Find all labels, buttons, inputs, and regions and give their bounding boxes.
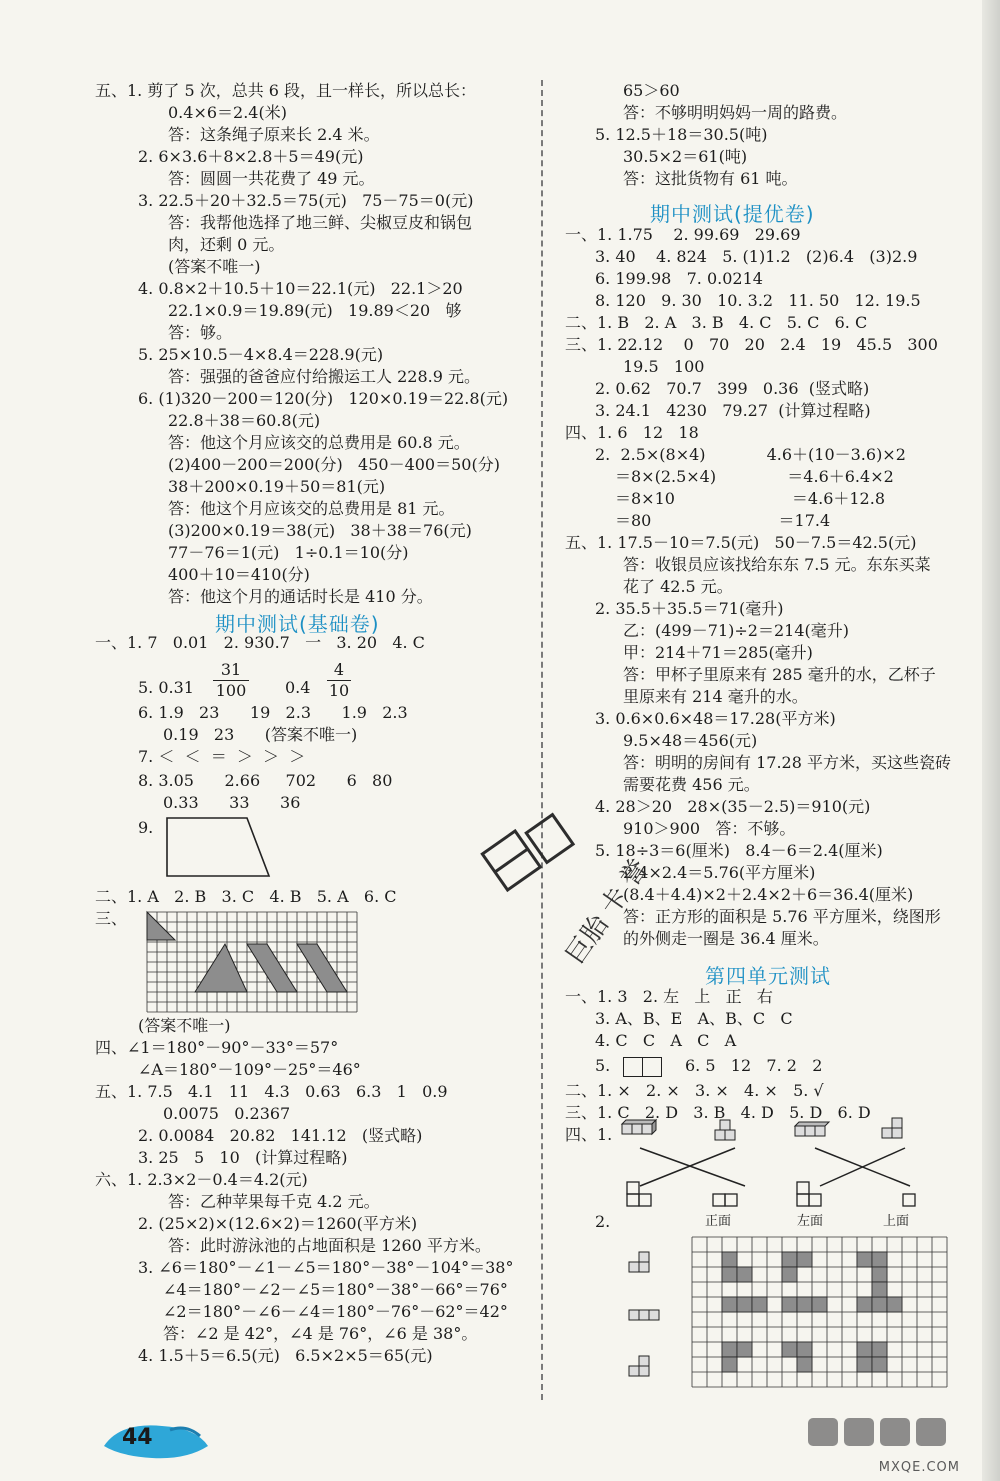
answer-line: 五、1. 剪了 5 次，总共 6 段，且一样长，所以总长： (95, 81, 477, 100)
answer-line: 答：甲杯子里原来有 285 毫升的水，乙杯子 (623, 665, 936, 684)
grid-filled-cell (872, 1282, 887, 1297)
grid-filled-cell (722, 1342, 737, 1357)
answer-line: 22.1×0.9＝19.89(元) 19.89＜20 够 (168, 301, 462, 320)
section-title-midterm-advanced: 期中测试(提优卷) (650, 202, 815, 226)
answer-line: 8. 120 9. 30 10. 3.2 11. 50 12. 19.5 (595, 291, 921, 310)
grid-filled-cell (887, 1297, 902, 1312)
grid-filled-cell (872, 1342, 887, 1357)
answer-line: 0.0075 0.2367 (163, 1104, 291, 1123)
answer-line: 答：乙种苹果每千克 4.2 元。 (168, 1192, 380, 1211)
grid-filled-cell (857, 1357, 872, 1372)
answer-line: 0.4×6＝2.4(米) (168, 103, 287, 122)
answer-line: 三、 (95, 909, 128, 928)
answer-line: 5. 12.5＋18＝30.5(吨) (595, 125, 768, 144)
answer-line: 答：我帮他选择了地三鲜、尖椒豆皮和锅包 (168, 213, 473, 232)
grid-filled-cell (722, 1297, 737, 1312)
fraction-numerator: 4 (333, 660, 345, 679)
answer-line: 二、1. × 2. × 3. × 4. × 5. √ (565, 1081, 824, 1100)
answer-line: 0.19 23 (答案不唯一) (163, 725, 358, 744)
answer-line: (答案不唯一) (138, 1016, 231, 1035)
answer-line: 400＋10＝410(分) (168, 565, 310, 584)
answer-line: 77－76＝1(元) 1÷0.1＝10(分) (168, 543, 409, 562)
translation-grid (145, 910, 365, 1018)
answer-line: 乙：(499－71)÷2＝214(毫升) (623, 621, 849, 640)
answer-line: 38＋200×0.19＋50＝81(元) (168, 477, 386, 496)
three-views-grid (690, 1235, 950, 1395)
answer-line: 2.4×2.4＝5.76(平方厘米) (623, 863, 816, 882)
answer-line: ∠A＝180°－109°－25°＝46° (138, 1060, 361, 1079)
grid-filled-cell (857, 1297, 872, 1312)
answer-line: 答：圆圆一共花费了 49 元。 (168, 169, 375, 188)
answer-line: 9.5×48＝456(元) (623, 731, 758, 750)
section-title-unit-four-test: 第四单元测试 (705, 964, 831, 988)
grid-filled-cell (872, 1297, 887, 1312)
solid-thumbnails (625, 1248, 665, 1408)
answer-line: (3)200×0.19＝38(元) 38＋38＝76(元) (168, 521, 472, 540)
grid-filled-cell (812, 1297, 827, 1312)
grid-filled-cell (872, 1357, 887, 1372)
answer-line: 答：他这个月的通话时长是 410 分。 (168, 587, 433, 606)
watermark-text: MXQE.COM (878, 1460, 960, 1475)
answer-line: 6. 199.98 7. 0.0214 (595, 269, 763, 288)
answer-line: 答：这条绳子原来长 2.4 米。 (168, 125, 380, 144)
answer-line: 2. (595, 1212, 611, 1231)
grid-filled-cell (782, 1267, 797, 1282)
answer-line: (答案不唯一) (168, 257, 261, 276)
answer-line: 一、1. 1.75 2. 99.69 29.69 (565, 225, 801, 244)
view-label-left: 左面 (797, 1214, 824, 1229)
answer-line: ＝80 ＝17.4 (615, 511, 831, 530)
answer-line: 答：此时游泳池的占地面积是 1260 平方米。 (168, 1236, 491, 1255)
answer-squares (623, 1056, 662, 1077)
view-label-front: 正面 (705, 1214, 732, 1229)
answer-line: 二、1. A 2. B 3. C 4. B 5. A 6. C (95, 887, 397, 906)
answer-line: 四、∠1＝180°－90°－33°＝57° (95, 1038, 339, 1057)
grid-filled-cell (797, 1297, 812, 1312)
answer-line: 答：他这个月应该交的总费用是 81 元。 (168, 499, 455, 518)
trapezoid-figure (165, 816, 275, 878)
answer-line: 6. 1.9 23 19 2.3 1.9 2.3 (138, 703, 408, 722)
grid-filled-cell (722, 1267, 737, 1282)
grid-filled-cell (782, 1252, 797, 1267)
answer-line: 花了 42.5 元。 (623, 577, 733, 596)
answer-line: 答：够。 (168, 323, 233, 342)
answer-line: 3. 24.1 4230 79.27 (计算过程略) (595, 401, 871, 420)
answer-line: 4. 0.8×2＋10.5＋10＝22.1(元) 22.1＞20 (138, 279, 463, 298)
answer-line: 一、1. 7 0.01 2. 930.7 一 3. 20 4. C (95, 633, 425, 652)
answer-line: 答：他这个月应该交的总费用是 60.8 元。 (168, 433, 470, 452)
answer-line: 2. 35.5＋35.5＝71(毫升) (595, 599, 784, 618)
square-box (623, 1057, 643, 1077)
answer-line: 五、1. 17.5－10＝7.5(元) 50－7.5＝42.5(元) (565, 533, 917, 552)
answer-line: 的外侧走一圈是 36.4 厘米。 (623, 929, 829, 948)
grid-filled-cell (857, 1252, 872, 1267)
answer-line: 六、1. 2.3×2－0.4＝4.2(元) (95, 1170, 308, 1189)
answer-line: 2. 6×3.6＋8×2.8＋5＝49(元) (138, 147, 364, 166)
answer-line: 6. 5 12 7. 2 2 (685, 1056, 823, 1075)
answer-line: ∠4＝180°－∠2－∠5＝180°－38°－66°＝76° (163, 1280, 508, 1299)
fraction-numerator: 31 (220, 660, 242, 679)
answer-line: 2. 0.0084 20.82 141.12 (竖式略) (138, 1126, 423, 1145)
grid-filled-cell (797, 1252, 812, 1267)
answer-line: 答：强强的爸爸应付给搬运工人 228.9 元。 (168, 367, 480, 386)
answer-line: 3. ∠6＝180°－∠1－∠5＝180°－38°－104°＝38° (138, 1258, 514, 1277)
answer-line: 答：不够明明妈妈一周的路费。 (623, 103, 848, 122)
section-title-midterm-basic: 期中测试(基础卷) (215, 612, 380, 636)
answer-line: 5. 25×10.5－4×8.4＝228.9(元) (138, 345, 384, 364)
answer-line: 2. 2.5×(8×4) 4.6＋(10－3.6)×2 (595, 445, 906, 464)
answer-line: 2. (25×2)×(12.6×2)＝1260(平方米) (138, 1214, 418, 1233)
answer-line: ∠2＝180°－∠6－∠4＝180°－76°－62°＝42° (163, 1302, 508, 1321)
answer-line: 22.8＋38＝60.8(元) (168, 411, 321, 430)
view-label-top: 上面 (883, 1214, 910, 1229)
grid-filled-cell (782, 1297, 797, 1312)
answer-line: 肉，还剩 0 元。 (168, 235, 285, 254)
answer-line: 需要花费 456 元。 (623, 775, 760, 794)
answer-line: 答：明明的房间有 17.28 平方米，买这些瓷砖 (623, 753, 951, 772)
answer-line: 910＞900 答：不够。 (623, 819, 796, 838)
answer-line: ＝8×10 ＝4.6＋12.8 (615, 489, 885, 508)
answer-line: 答：∠2 是 42°，∠4 是 76°，∠6 是 38°。 (163, 1324, 478, 1343)
view-answer-shapes (627, 1182, 927, 1212)
answer-line: (2)400－200＝200(分) 450－400＝50(分) (168, 455, 500, 474)
answer-line: 5. (595, 1056, 611, 1075)
answer-line: 四、1. (565, 1125, 613, 1144)
page-number: 44 (122, 1425, 153, 1450)
answer-line: 19.5 100 (623, 357, 705, 376)
answer-line: 答：正方形的面积是 5.76 平方厘米，绕图形 (623, 907, 941, 926)
square-box (642, 1057, 662, 1077)
fraction-denominator: 100 (215, 681, 247, 700)
answer-line: 二、1. B 2. A 3. B 4. C 5. C 6. C (565, 313, 868, 332)
answer-line: 8. 3.05 2.66 702 6 80 (138, 771, 393, 790)
answer-line: 9. (138, 818, 154, 837)
answer-line: 里原来有 214 毫升的水。 (623, 687, 808, 706)
answer-line: 4. 28＞20 28×(35－2.5)＝910(元) (595, 797, 871, 816)
answer-line: 五、1. 7.5 4.1 11 4.3 0.63 6.3 1 0.9 (95, 1082, 448, 1101)
grid-filled-cell (737, 1342, 752, 1357)
column-divider (541, 80, 543, 1400)
answer-line: 5. 18÷3＝6(厘米) 8.4－6＝2.4(厘米) (595, 841, 883, 860)
answer-line: 3. 22.5＋20＋32.5＝75(元) 75－75＝0(元) (138, 191, 474, 210)
grid-filled-cell (722, 1252, 737, 1267)
answer-line: 3. 40 4. 824 5. (1)1.2 (2)6.4 (3)2.9 (595, 247, 918, 266)
grid-filled-cell (722, 1357, 737, 1372)
answer-line: 4. 1.5＋5＝6.5(元) 6.5×2×5＝65(元) (138, 1346, 433, 1365)
grid-filled-cell (752, 1297, 767, 1312)
answer-line: 30.5×2＝61(吨) (623, 147, 748, 166)
answer-line: 5. 0.31 (138, 678, 194, 697)
answer-line: 6. (1)320－200＝120(分) 120×0.19＝22.8(元) (138, 389, 509, 408)
grid-filled-cell (872, 1267, 887, 1282)
grid-filled-cell (737, 1297, 752, 1312)
grid-filled-cell (872, 1252, 887, 1267)
grid-filled-cell (857, 1342, 872, 1357)
answer-line: (8.4＋4.4)×2＋2.4×2＋6＝36.4(厘米) (623, 885, 914, 904)
answer-line: 3. 25 5 10 (计算过程略) (138, 1148, 348, 1167)
answer-line: 四、1. 6 12 18 (565, 423, 699, 442)
grid-filled-cell (797, 1357, 812, 1372)
grid-filled-cell (797, 1342, 812, 1357)
page-number-badge (100, 1416, 212, 1466)
grid-filled-cell (782, 1342, 797, 1357)
answer-line: 答：这批货物有 61 吨。 (623, 169, 798, 188)
answer-line: 三、1. C 2. D 3. B 4. D 5. D 6. D (565, 1103, 871, 1122)
answer-line: 3. A、B、E A、B、C C (595, 1009, 793, 1028)
answer-line: 7. ＜ ＜ ＝ ＞ ＞ ＞ (138, 747, 306, 766)
stamp-text: 巨胎 卡 誉 (560, 853, 655, 970)
answer-line: 3. 0.6×0.6×48＝17.28(平方米) (595, 709, 836, 728)
fraction-31-100 (213, 660, 249, 701)
answer-line: 一、1. 3 2. 左 上 正 右 (565, 987, 773, 1006)
answer-line: 65＞60 (623, 81, 680, 100)
answer-line: 三、1. 22.12 0 70 20 2.4 19 45.5 300 (565, 335, 938, 354)
answer-line: 0.33 33 36 (163, 793, 301, 812)
answer-line: 0.4 (285, 678, 311, 697)
answer-line: 答：收银员应该找给东东 7.5 元。东东买菜 (623, 555, 931, 574)
grid-filled-cell (737, 1267, 752, 1282)
answer-line: ＝8×(2.5×4) ＝4.6＋6.4×2 (615, 467, 894, 486)
answer-line: 4. C C A C A (595, 1031, 737, 1050)
fraction-denominator: 10 (328, 681, 350, 700)
answer-line: 2. 0.62 70.7 399 0.36 (竖式略) (595, 379, 870, 398)
answer-line: 甲：214＋71＝285(毫升) (623, 643, 813, 662)
page-edge-shadow (982, 0, 1000, 1481)
fraction-4-10 (327, 660, 351, 701)
